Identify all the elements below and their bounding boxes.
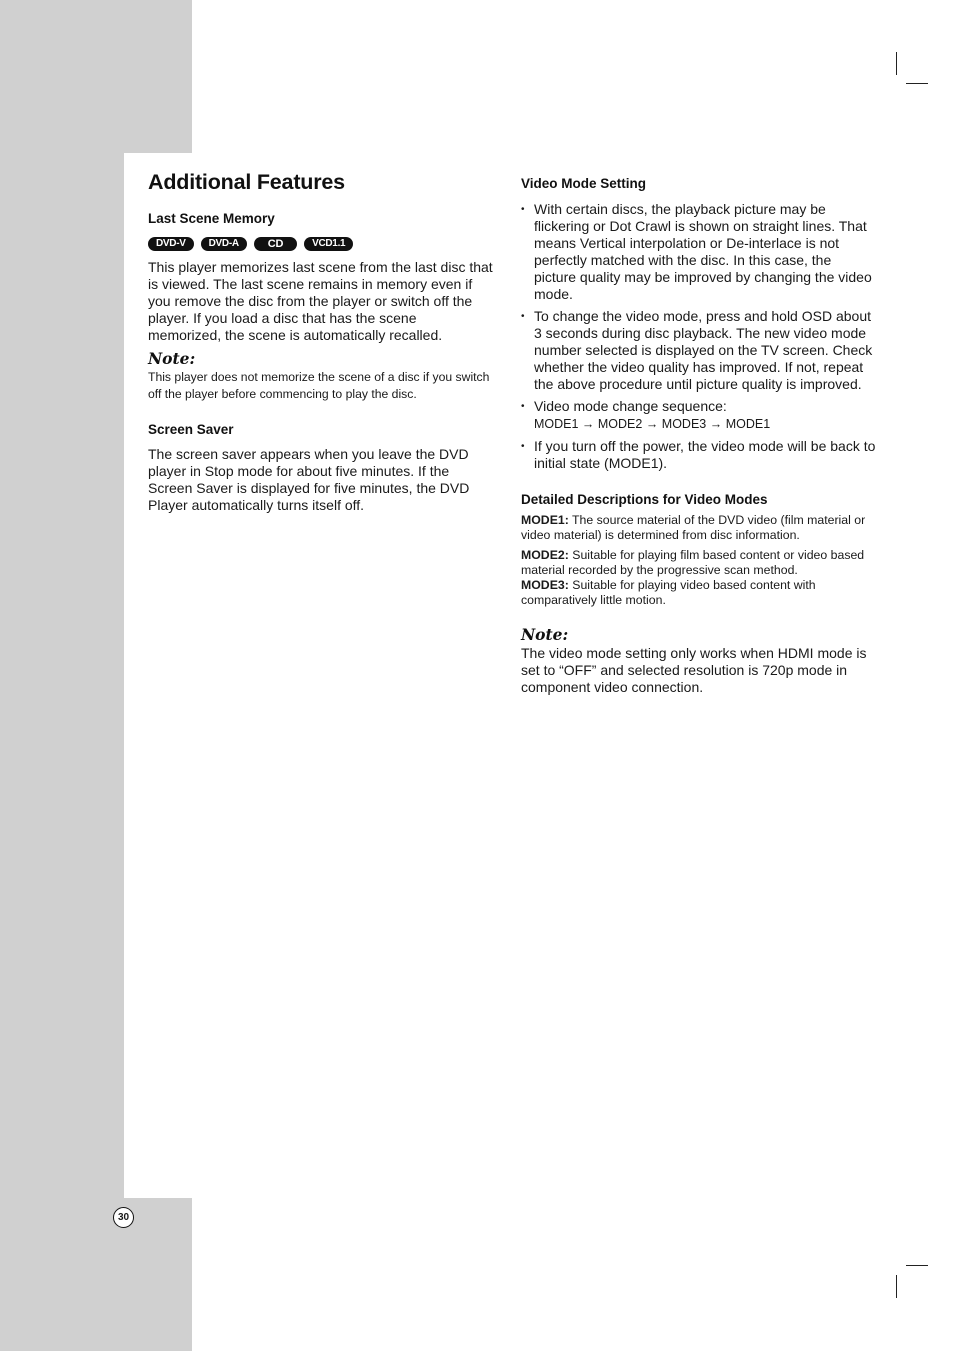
list-item — [521, 438, 876, 472]
crop-mark-bottom-vertical — [896, 1275, 897, 1298]
margin-band-left — [0, 153, 124, 1198]
mode1-label: MODE1: — [521, 513, 569, 527]
disc-badge-dvd-a: DVD-A — [201, 237, 247, 251]
screen-saver-heading: Screen Saver — [148, 422, 234, 437]
mode2-text: Suitable for playing film based content or video based material recorded by the progressive scan method. — [521, 548, 865, 577]
mode3-label: MODE3: — [521, 578, 569, 592]
crop-mark-bottom-horizontal — [906, 1265, 928, 1266]
list-item-text: With certain discs, the playback picture may be flickering or Dot Crawl is shown on straight lines. That means Vertical interpolation or De-interlace is not perfectly matched with the disc. In this case, the picture quality may be improved by changing the video mode. — [534, 201, 872, 302]
video-mode-note-body: The video mode setting only works when HDMI mode is set to “OFF” and selected resolution is 720p mode in component video connection. — [521, 645, 867, 695]
video-mode-list — [521, 201, 876, 472]
mode-sequence: MODE1 → MODE2 → MODE3 → MODE1 — [534, 417, 771, 431]
crop-mark-top-horizontal — [906, 83, 928, 84]
margin-band-bottom — [0, 1198, 192, 1351]
list-item — [521, 308, 876, 393]
right-column — [521, 176, 876, 696]
disc-type-badges — [148, 237, 493, 251]
last-scene-note-body: This player does not memorize the scene of a disc if you switch off the player before commencing to play the disc. — [148, 370, 490, 401]
disc-badge-dvd-v: DVD-V — [148, 237, 194, 251]
video-mode-heading: Video Mode Setting — [521, 176, 647, 191]
mode3-text: Suitable for playing video based content with comparatively little motion. — [521, 578, 816, 607]
page-title: Additional Features — [148, 170, 345, 194]
screen-saver-body: The screen saver appears when you leave the DVD player in Stop mode for about five minutes. If the Screen Saver is displayed for five minutes, the DVD Player automatically turns itself off. — [148, 446, 470, 513]
mode2-description — [521, 548, 876, 578]
last-scene-body: This player memorizes last scene from the last disc that is viewed. The last scene remains in memory even if you remove the disc from the player or switch off the player. If you load a disc that has the scene memorized, the scene is automatically recalled. — [148, 259, 493, 343]
mode3-description — [521, 578, 876, 608]
video-mode-note-heading: Note: — [521, 625, 569, 644]
mode1-description — [521, 513, 876, 543]
margin-band-top — [0, 0, 192, 153]
list-item — [521, 201, 876, 303]
mode2-label: MODE2: — [521, 548, 569, 562]
list-item — [521, 398, 876, 433]
crop-mark-top-vertical — [896, 52, 897, 75]
list-item-text: If you turn off the power, the video mode will be back to initial state (MODE1). — [534, 438, 876, 471]
last-scene-heading: Last Scene Memory — [148, 211, 275, 226]
list-item-text: Video mode change sequence: — [534, 398, 727, 414]
page-number: 30 — [113, 1207, 134, 1228]
disc-badge-cd: CD — [254, 237, 297, 251]
last-scene-note-heading: Note: — [148, 349, 196, 368]
list-item-text: To change the video mode, press and hold OSD about 3 seconds during disc playback. The new video mode number selected is displayed on the TV screen. Check whether the video quality has improved. If not, repeat the above procedure until picture quality is improved. — [534, 308, 873, 392]
disc-badge-vcd: VCD1.1 — [304, 237, 353, 251]
detailed-modes-heading: Detailed Descriptions for Video Modes — [521, 492, 768, 507]
mode1-text: The source material of the DVD video (film material or video material) is determined from disc information. — [521, 513, 866, 542]
left-column — [148, 170, 493, 514]
